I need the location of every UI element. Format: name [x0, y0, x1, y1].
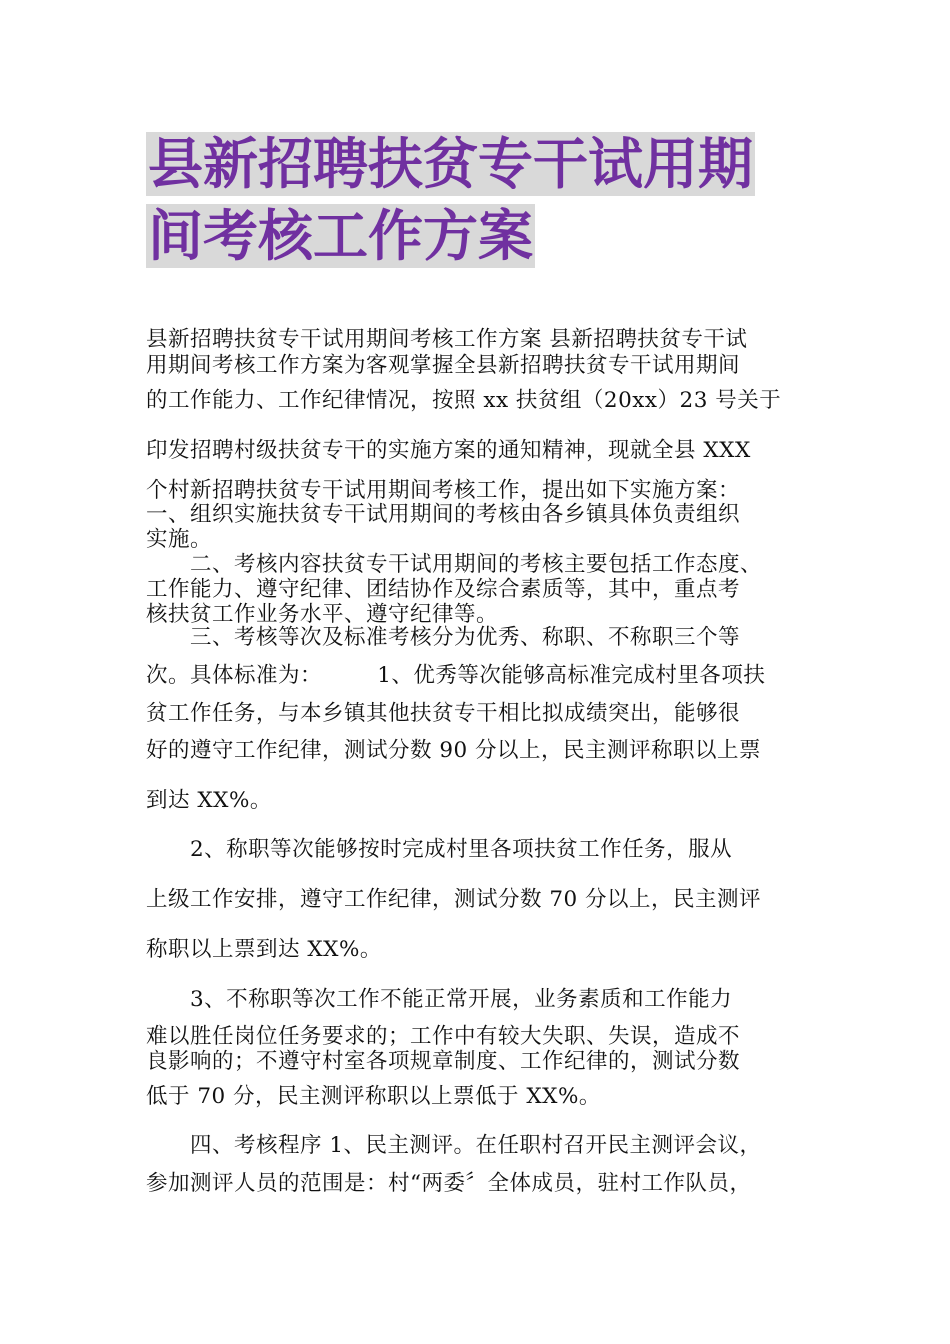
body-line: 好的遵守工作纪律，测试分数 90 分以上，民主测评称职以上票: [146, 738, 762, 763]
body-line: 用期间考核工作方案为客观掌握全县新招聘扶贫专干试用期间: [146, 353, 741, 378]
body-line: 县新招聘扶贫专干试用期间考核工作方案 县新招聘扶贫专干试: [146, 327, 748, 352]
body-line: 次。具体标准为： 1、优秀等次能够高标准完成村里各项扶: [146, 663, 766, 688]
body-line: 印发招聘村级扶贫专干的实施方案的通知精神，现就全县 XXX: [146, 438, 751, 463]
body-line: 一、组织实施扶贫专干试用期间的考核由各乡镇具体负责组织: [146, 502, 741, 527]
title-line-1: 县新招聘扶贫专干试用期: [148, 132, 754, 196]
title-line-2: 间考核工作方案: [148, 204, 534, 268]
body-line: 良影响的；不遵守村室各项规章制度、工作纪律的，测试分数: [146, 1049, 741, 1074]
body-line: 低于 70 分，民主测评称职以上票低于 XX%。: [146, 1084, 601, 1109]
body-line: 贫工作任务，与本乡镇其他扶贫专干相比拟成绩突出，能够很: [146, 701, 741, 726]
body-line: 工作能力、遵守纪律、团结协作及综合素质等，其中，重点考: [146, 577, 741, 602]
body-line: 四、考核程序 1、民主测评。在任职村召开民主测评会议，: [146, 1133, 762, 1158]
body-line: 个村新招聘扶贫专干试用期间考核工作，提出如下实施方案：: [146, 478, 741, 503]
body-line: 核扶贫工作业务水平、遵守纪律等。: [146, 602, 499, 627]
body-line: 称职以上票到达 XX%。: [146, 937, 382, 962]
body-line: 参加测评人员的范围是：村“两委〞全体成员，驻村工作队员，: [146, 1171, 752, 1196]
body-line: 2、称职等次能够按时完成村里各项扶贫工作任务，服从: [146, 837, 733, 862]
body-line: 实施。: [146, 527, 213, 552]
body-line: 二、考核内容扶贫专干试用期间的考核主要包括工作态度、: [146, 552, 763, 577]
body-line: 的工作能力、工作纪律情况，按照 xx 扶贫组（20xx）23 号关于: [146, 388, 782, 413]
body-line: 上级工作安排，遵守工作纪律，测试分数 70 分以上，民主测评: [146, 887, 762, 912]
body-line: 三、考核等次及标准考核分为优秀、称职、不称职三个等: [146, 625, 741, 650]
body-line: 3、不称职等次工作不能正常开展，业务素质和工作能力: [146, 987, 733, 1012]
body-line: 到达 XX%。: [146, 788, 272, 813]
body-line: 难以胜任岗位任务要求的；工作中有较大失职、失误，造成不: [146, 1024, 741, 1049]
document-title: [146, 128, 826, 272]
